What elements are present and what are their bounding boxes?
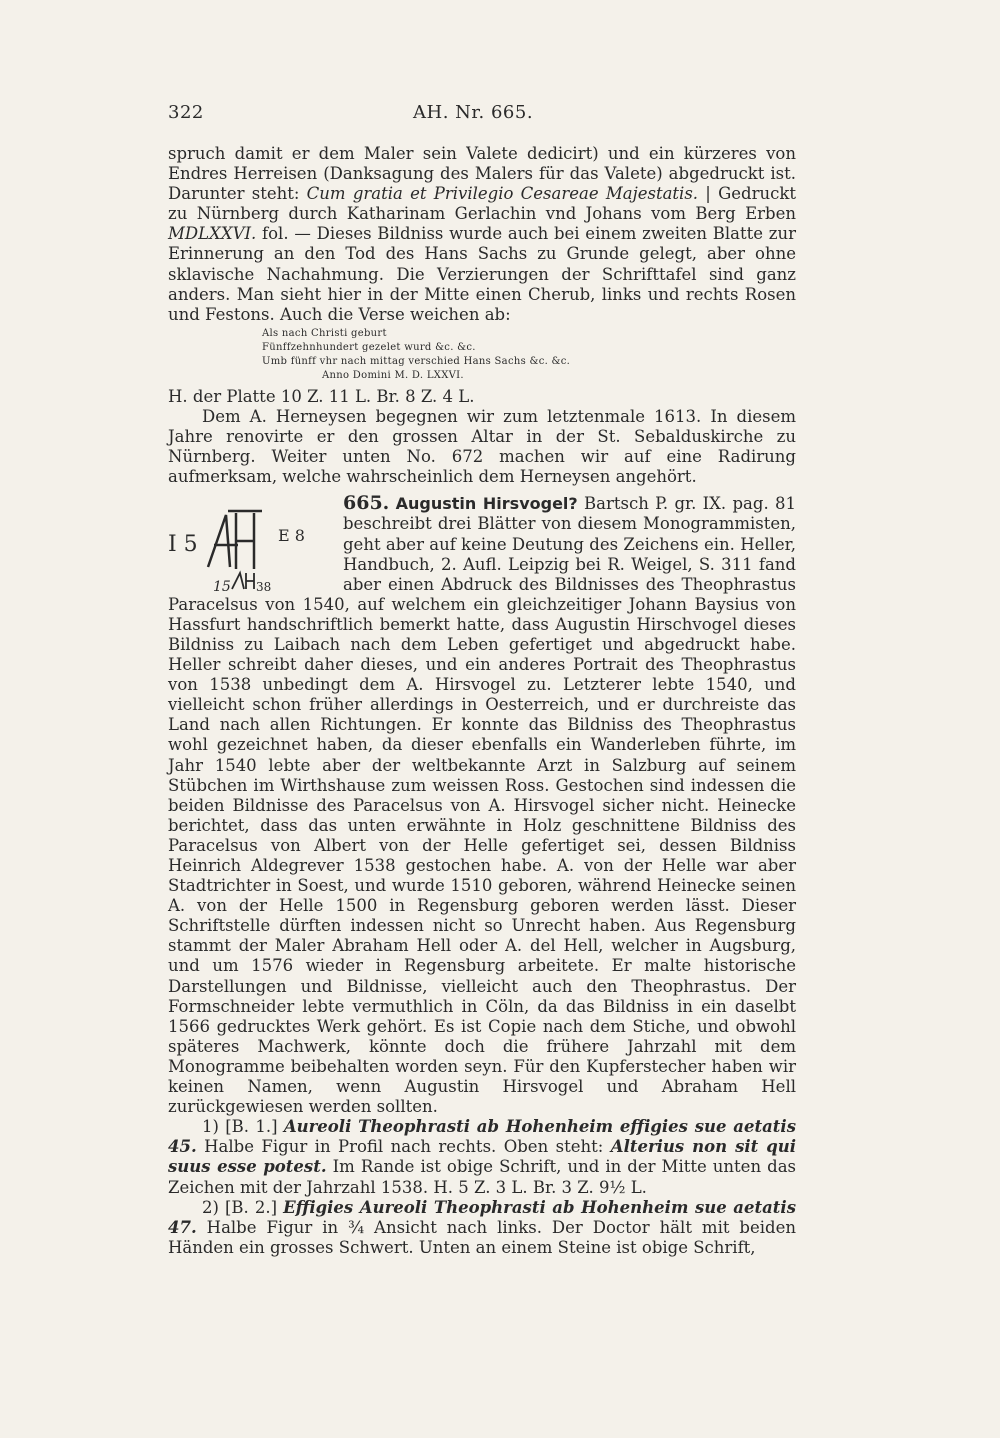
book-page — [168, 100, 796, 1400]
monogram-small-year-2: 38 — [256, 580, 272, 594]
catalog-item-1: 1) [B. 1.] Aureoli Theophrasti ab Hohenheim effigies sue aetatis 45. Halbe Figur in Profil nach rechts. Oben steht: Alterius non sit qui suus esse potest. Im Rande ist obige Schrift, und in der Mitte unten das Zeichen mit der Jahrzahl 1538. H. 5 Z. 3 L. Br. 3 Z. 9½ L. — [168, 1117, 796, 1197]
verse-line: Als nach Christi geburt — [262, 327, 387, 339]
entry-name: Augustin Hirsvogel? — [395, 494, 578, 514]
page-header — [168, 100, 796, 130]
paragraph-continuation: spruch damit er dem Maler sein Valete dedicirt) und ein kürzeres von Endres Herreisen (Danksagung des Malers für das Valete) abgedruckt ist. Darunter steht: Cum gratia et Privilegio Cesareae Majestatis. | Gedruckt zu Nürnberg durch Katharinam Gerlachin vnd Johans vom Berg Erben MDLXXVI. fol. — Dieses Bildniss wurde auch bei einem zweiten Blatte zur Erinnerung an den Tod des Hans Sachs zu Grunde gelegt, aber ohne sklavische Nachahmung. Die Verzierungen der Schrifttafel sind ganz anders. Man sieht hier in der Mitte einen Cherub, links und rechts Rosen und Festons. Auch die Verse weichen ab: — [168, 144, 796, 324]
monogram-left-text: I 5 — [168, 532, 198, 558]
page-body — [168, 144, 796, 1258]
verse-line: Umb fünff vhr nach mittag verschied Hans Sachs &c. &c. — [262, 355, 571, 367]
running-title: AH. Nr. 665. — [413, 102, 534, 123]
verse-quote — [262, 327, 796, 383]
plate-dimensions: H. der Platte 10 Z. 11 L. Br. 8 Z. 4 L. — [168, 386, 475, 406]
entry-number: 665. — [343, 492, 390, 515]
verse-line: Anno Domini M. D. LXXVI. — [322, 369, 464, 381]
monogram-right-text: E 8 — [278, 526, 305, 546]
paragraph: Dem A. Herneysen begegnen wir zum letztenmale 1613. In diesem Jahre renovirte er den grossen Altar in der St. Sebalduskirche zu Nürnberg. Weiter unten No. 672 machen wir auf eine Radirung aufmerksam, welche wahrscheinlich dem Herneysen angehört. — [168, 406, 796, 487]
catalog-entry-665 — [168, 493, 796, 1117]
monogram-ah-icon — [168, 493, 343, 593]
verse-line: Fünffzehnhundert gezelet wurd &c. &c. — [262, 341, 476, 353]
monogram-figure — [168, 493, 343, 593]
entry-text: 665. Augustin Hirsvogel? Bartsch P. gr. IX. pag. 81 beschreibt drei Blätter von diesem Monogrammisten, geht aber auf keine Deutung des Zeichens ein. Heller, Handbuch, 2. Aufl. Leipzig bei R. Weigel, S. 311 fand aber einen Abdruck des Bildnisses des Theophrastus Paracelsus von 1540, auf welchem ein gleichzeitiger Johann Baysius von Hassfurt handschriftlich bemerkt hatte, dass Augustin Hirschvogel dieses Bildniss zu Laibach nach dem Leben gefertiget und abgedruckt habe. Heller schreibt daher dieses, und ein anderes Portrait des Theophrastus von 1538 unbedingt dem A. Hirsvogel zu. Letzterer lebte 1540, und vielleicht schon früher allerdings in Oesterreich, und er durchreiste das Land nach allen Richtungen. Er konnte das Bildniss des Theophrastus wohl gezeichnet haben, da dieser ebenfalls ein Wanderleben führte, im Jahr 1540 lebte aber der weltbekannte Arzt in Salzburg auf seinem Stübchen im Wirthshause zum weissen Ross. Gestochen sind indessen die beiden Bildnisse des Paracelsus von A. Hirsvogel sicher nicht. Heinecke berichtet, dass das unten erwähnte in Holz geschnittene Bildniss des Paracelsus von Albert von der Helle gefertiget sei, dessen Bildniss Heinrich Aldegrever 1538 gestochen habe. A. von der Helle war aber Stadtrichter in Soest, und wurde 1510 geboren, während Heinecke seinen A. von der Helle 1500 in Regensburg geboren werden lässt. Dieser Schriftstelle dürften indessen nicht so Unrecht haben. Aus Regensburg stammt der Maler Abraham Hell oder A. del Hell, welcher in Augsburg, und um 1576 wieder in Regensburg arbeitete. Er malte historische Darstellungen und Bildnisse, vielleicht auch den Theophrastus. Der Formschneider lebte vermuthlich in Cöln, da das Bildniss in ein daselbt 1566 gedrucktes Werk gehört. Es ist Copie nach dem Stiche, und obwohl späteres Machwerk, könnte doch die frühere Jahrzahl mit dem Monogramme beibehalten worden seyn. Für den Kupferstecher haben wir keinen Namen, wenn Augustin Hirsvogel und Abraham Hell zurückgewiesen werden sollten. — [168, 492, 797, 1117]
monogram-small-year: 15 — [213, 579, 231, 594]
catalog-item-2: 2) [B. 2.] Effigies Aureoli Theophrasti ab Hohenheim sue aetatis 47. Halbe Figur in ¾ Ansicht nach links. Der Doctor hält mit beiden Händen ein grosses Schwert. Unten an einem Steine ist obige Schrift, — [168, 1197, 796, 1257]
page-number: 322 — [168, 102, 204, 123]
